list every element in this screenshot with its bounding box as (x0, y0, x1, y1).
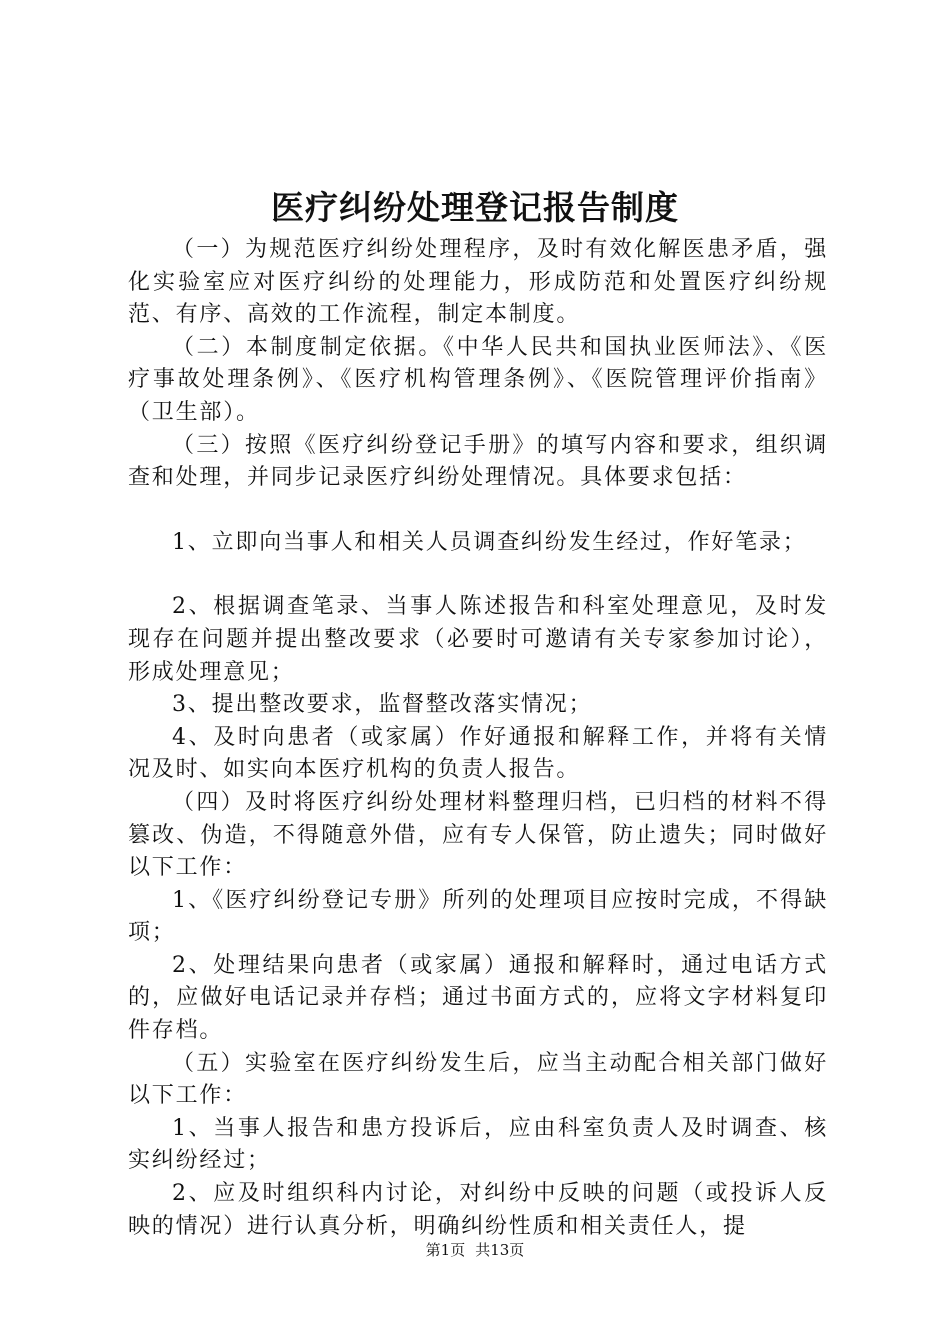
document-title: 医疗纠纷处理登记报告制度 (271, 188, 679, 227)
list-item: 2、根据调查笔录、当事人陈述报告和科室处理意见，及时发现存在问题并提出整改要求（必要时可邀请有关专家参加讨论），形成处理意见； (128, 594, 828, 685)
document-body (128, 234, 828, 1243)
list-item: 1、《医疗纠纷登记专册》所列的处理项目应按时完成，不得缺项； (128, 887, 828, 946)
paragraph-section-5: （五）实验室在医疗纠纷发生后，应当主动配合相关部门做好以下工作： (128, 1050, 828, 1109)
paragraph-section-1: （一）为规范医疗纠纷处理程序，及时有效化解医患矛盾，强化实验室应对医疗纠纷的处理能力，形成防范和处置医疗纠纷规范、有序、高效的工作流程，制定本制度。 (128, 237, 828, 328)
list-item: 3、提出整改要求，监督整改落实情况； (172, 692, 593, 718)
list-item: 2、应及时组织科内讨论，对纠纷中反映的问题（或投诉人反映的情况）进行认真分析，明确纠纷性质和相关责任人，提 (128, 1181, 828, 1239)
list-item: 1、当事人报告和患方投诉后，应由科室负责人及时调查、核实纠纷经过； (128, 1115, 828, 1174)
paragraph-section-4: （四）及时将医疗纠纷处理材料整理归档，已归档的材料不得篡改、伪造，不得随意外借，应有专人保管，防止遗失；同时做好以下工作： (128, 789, 828, 881)
paragraph-section-2: （二）本制度制定依据。《中华人民共和国执业医师法》、《医疗事故处理条例》、《医疗机构管理条例》、《医院管理评价指南》（卫生部）。 (128, 334, 828, 425)
list-item: 1、立即向当事人和相关人员调查纠纷发生经过，作好笔录； (172, 529, 807, 555)
page-total: 共13页 (475, 1241, 525, 1259)
list-item: 2、处理结果向患者（或家属）通报和解释时，通过电话方式的，应做好电话记录并存档；通过书面方式的，应将文字材料复印件存档。 (128, 952, 828, 1044)
paragraph-section-3: （三）按照《医疗纠纷登记手册》的填写内容和要求，组织调查和处理，并同步记录医疗纠纷处理情况。具体要求包括： (128, 432, 828, 491)
page-footer (0, 1240, 950, 1260)
list-item: 4、及时向患者（或家属）作好通报和解释工作，并将有关情况及时、如实向本医疗机构的负责人报告。 (128, 724, 828, 783)
page-number: 第1页 (425, 1241, 466, 1259)
